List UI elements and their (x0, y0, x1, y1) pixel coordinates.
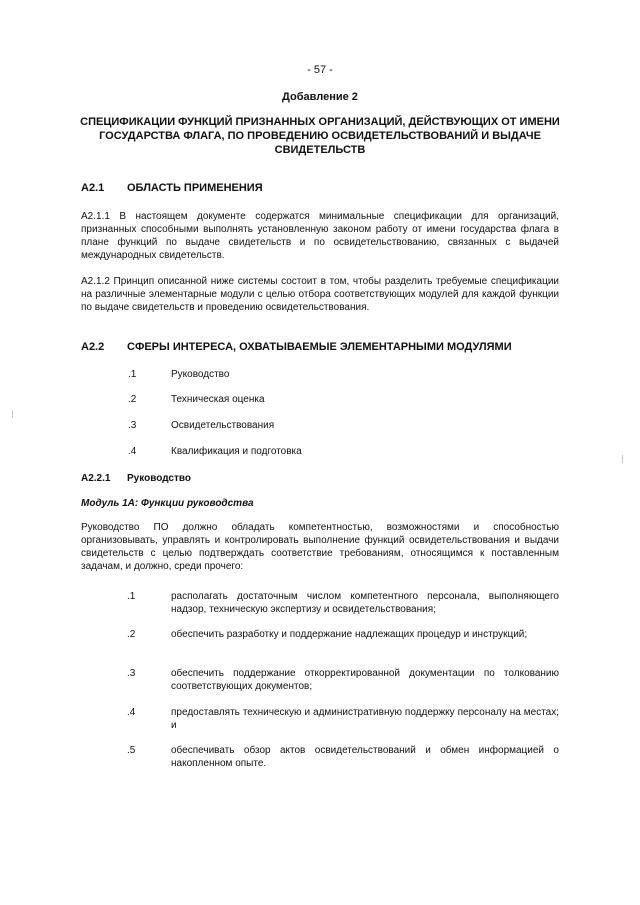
subsection-title: Руководство (127, 473, 192, 484)
list-item-number: .1 (128, 369, 137, 380)
list-item-text: Квалификация и подготовка (171, 446, 302, 457)
list-item-text: обеспечить поддержание откорректированной документации по толкованию соответствующих документов; (171, 668, 559, 692)
list-item-number: .3 (128, 420, 137, 431)
list-item-number: .1 (127, 591, 136, 602)
list-item-number: .5 (127, 745, 136, 756)
section-title: СФЕРЫ ИНТЕРЕСА, ОХВАТЫВАЕМЫЕ ЭЛЕМЕНТАРНЫМИ МОДУЛЯМИ (127, 341, 512, 353)
list-item-text: предоставлять техническую и административную поддержку персоналу на местах; и (171, 707, 559, 731)
list-item-number: .3 (127, 668, 136, 679)
document-title: СПЕЦИФИКАЦИИ ФУНКЦИЙ ПРИЗНАННЫХ ОРГАНИЗАЦИЙ, ДЕЙСТВУЮЩИХ ОТ ИМЕНИ ГОСУДАРСТВА ФЛАГА, ПО ПРОВЕДЕНИЮ ОСВИДЕТЕЛЬСТВОВАНИЙ И ВЫДАЧЕ СВИДЕТЕЛЬСТВ (80, 116, 560, 156)
list-item-text: Освидетельствования (171, 420, 275, 431)
annex-title: Добавление 2 (282, 91, 358, 103)
section-number: A2.1 (81, 182, 105, 194)
section-number: A2.2 (81, 341, 105, 353)
list-item-text: обеспечить разработку и поддержание надлежащих процедур и инструкций; (171, 629, 528, 640)
section-heading-a2-1 (81, 182, 561, 194)
list-item-number: .2 (128, 394, 137, 405)
scan-mark (12, 410, 13, 418)
list-item-number: .2 (127, 629, 136, 640)
list-item-number: .4 (127, 707, 136, 718)
list-item-number: .4 (128, 446, 137, 457)
paragraph-a2-1-2: A2.1.2 Принцип описанной ниже системы состоит в том, чтобы разделить требуемые спецификации на различные элементарные модули с целью отбора соответствующих модулей для каждой функции по выдаче свидетельств и проведению освидетельствования. (81, 276, 559, 313)
paragraph-a2-1-1: A2.1.1 В настоящем документе содержатся минимальные спецификации для организаций, признанных способными выполнять установленную законом работу от имени государства флага в плане функций по выдаче свидетельств и по освидетельствованию, связанных с выдачей международных свидетельств. (81, 211, 559, 261)
subsection-heading-a2-2-1 (81, 473, 561, 484)
scan-mark (622, 455, 623, 463)
management-intro-paragraph: Руководство ПО должно обладать компетентностью, возможностями и способностью организовывать, управлять и контролировать выполнение функций освидетельствования и выдачи свидетельств с целью подтверждать соответствие требованиям, относящимся к поставленным задачам, и должно, среди прочего: (81, 522, 559, 572)
list-item-text: обеспечивать обзор актов освидетельствований и обмен информацией о накопленном опыте. (171, 745, 559, 769)
section-title: ОБЛАСТЬ ПРИМЕНЕНИЯ (127, 182, 263, 194)
list-item-text: Руководство (171, 369, 230, 380)
subsection-number: A2.2.1 (81, 473, 111, 484)
list-item-text: располагать достаточным числом компетентного персонала, выполняющего надзор, техническую экспертизу и освидетельствования; (171, 591, 559, 615)
list-item-text: Техническая оценка (171, 394, 265, 405)
module-1a-title: Модуль 1А: Функции руководства (81, 498, 254, 509)
page-number: - 57 - (307, 64, 333, 76)
section-heading-a2-2 (81, 341, 561, 353)
